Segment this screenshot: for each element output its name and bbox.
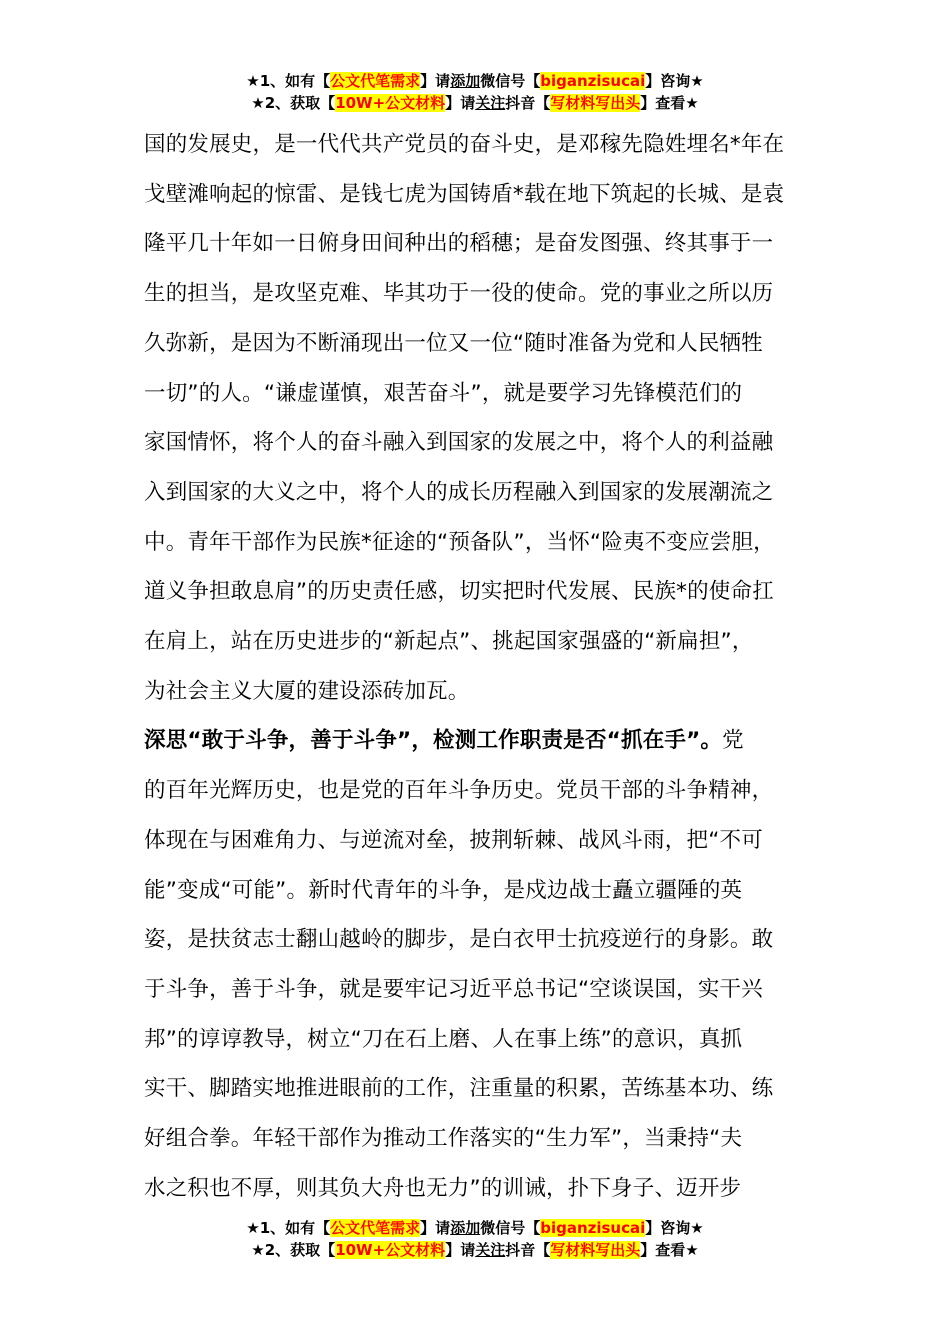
banner-highlight: 公文代笔需求 bbox=[330, 72, 421, 90]
banner-text: 】请 bbox=[445, 1241, 476, 1259]
banner-text: 】请 bbox=[420, 72, 451, 90]
text-line: 道义争担敢息肩”的历史责任感，切实把时代发展、民族*的使命扛 bbox=[144, 579, 774, 605]
text-line: 隆平几十年如一日俯身田间种出的稻穗；是奋发图强、终其事于一 bbox=[144, 231, 774, 257]
banner-underline: 添加 bbox=[450, 1219, 481, 1237]
banner-text: 】查看★ bbox=[640, 1241, 699, 1259]
banner-highlight: biganzisucai bbox=[540, 1219, 646, 1237]
text-line: 水之积也不厚，则其负大舟也无力”的训诫，扑下身子、迈开步 bbox=[144, 1175, 742, 1201]
banner-highlight: 写材料写出头 bbox=[550, 94, 641, 112]
paragraph-2-first-line bbox=[144, 716, 834, 766]
document-body bbox=[144, 120, 834, 1213]
text-line: 好组合拳。年轻干部作为推动工作落实的“生力军”，当秉持“夫 bbox=[144, 1126, 743, 1152]
text-line: 中。青年干部作为民族*征途的“预备队”，当怀“险夷不变应尝胆， bbox=[144, 529, 775, 555]
header-banner bbox=[0, 70, 950, 114]
banner-text: 】咨询★ bbox=[645, 72, 704, 90]
banner-text: 】查看★ bbox=[640, 94, 699, 112]
banner-text: 】请 bbox=[445, 94, 476, 112]
banner-highlight: biganzisucai bbox=[540, 72, 646, 90]
banner-text: ★1、如有【 bbox=[246, 72, 331, 90]
text-line: 于斗争，善于斗争，就是要牢记习近平总书记“空谈误国，实干兴 bbox=[144, 976, 763, 1002]
banner-line-2 bbox=[0, 92, 950, 114]
banner-text: ★1、如有【 bbox=[246, 1219, 331, 1237]
text-line: 体现在与困难角力、与逆流对垒，披荆斩棘、战风斗雨，把“不可 bbox=[144, 827, 763, 853]
banner-line-2 bbox=[0, 1239, 950, 1261]
text-line: 入到国家的大义之中，将个人的成长历程融入到国家的发展潮流之 bbox=[144, 479, 774, 505]
paragraph-2 bbox=[144, 716, 834, 1213]
text-line: 久弥新，是因为不断涌现出一位又一位“随时准备为党和人民牺牲 bbox=[144, 330, 763, 356]
footer-banner bbox=[0, 1217, 950, 1261]
banner-line-1 bbox=[0, 70, 950, 92]
text-line: 生的担当，是攻坚克难、毕其功于一役的使命。党的事业之所以历 bbox=[144, 281, 774, 307]
text-line: 为社会主义大厦的建设添砖加瓦。 bbox=[144, 678, 470, 704]
banner-text: ★2、获取【 bbox=[251, 1241, 336, 1259]
banner-text: 抖音【 bbox=[505, 94, 551, 112]
banner-text: 】请 bbox=[420, 1219, 451, 1237]
banner-text: 微信号【 bbox=[480, 1219, 541, 1237]
text-line: 的百年光辉历史，也是党的百年斗争历史。党员干部的斗争精神， bbox=[144, 778, 774, 804]
banner-text: 】咨询★ bbox=[645, 1219, 704, 1237]
text-line: 一切”的人。“谦虚谨慎，艰苦奋斗”，就是要学习先锋模范们的 bbox=[144, 380, 743, 406]
banner-underline: 添加 bbox=[450, 72, 481, 90]
banner-highlight: 10W+公文材料 bbox=[335, 94, 446, 112]
text-line: 家国情怀，将个人的奋斗融入到国家的发展之中，将个人的利益融 bbox=[144, 430, 774, 456]
banner-line-1 bbox=[0, 1217, 950, 1239]
text-line: 国的发展史，是一代代共产党员的奋斗史，是邓稼先隐姓埋名*年在 bbox=[144, 132, 785, 157]
banner-text: 抖音【 bbox=[505, 1241, 551, 1259]
banner-highlight: 写材料写出头 bbox=[550, 1241, 641, 1259]
banner-underline: 关注 bbox=[475, 94, 506, 112]
banner-highlight: 公文代笔需求 bbox=[330, 1219, 421, 1237]
heading-tail-text: 党 bbox=[722, 728, 744, 754]
text-line: 实干、脚踏实地推进眼前的工作，注重量的积累，苦练基本功、练 bbox=[144, 1076, 774, 1102]
text-line: 在肩上，站在历史进步的“新起点”、挑起国家强盛的“新扁担”， bbox=[144, 629, 754, 655]
text-line: 邦”的谆谆教导，树立“刀在石上磨、人在事上练”的意识，真抓 bbox=[144, 1026, 743, 1052]
banner-highlight: 10W+公文材料 bbox=[335, 1241, 446, 1259]
text-line: 姿，是扶贫志士翻山越岭的脚步，是白衣甲士抗疫逆行的身影。敢 bbox=[144, 927, 774, 953]
section-heading: 深思“敢于斗争，善于斗争”，检测工作职责是否“抓在手”。 bbox=[144, 728, 723, 754]
banner-text: 微信号【 bbox=[480, 72, 541, 90]
text-line: 戈壁滩响起的惊雷、是钱七虎为国铸盾*载在地下筑起的长城、是袁 bbox=[144, 181, 785, 207]
paragraph-1 bbox=[144, 120, 834, 716]
banner-text: ★2、获取【 bbox=[251, 94, 336, 112]
banner-underline: 关注 bbox=[475, 1241, 506, 1259]
text-line: 能”变成“可能”。新时代青年的斗争，是戍边战士矗立疆陲的英 bbox=[144, 877, 743, 903]
